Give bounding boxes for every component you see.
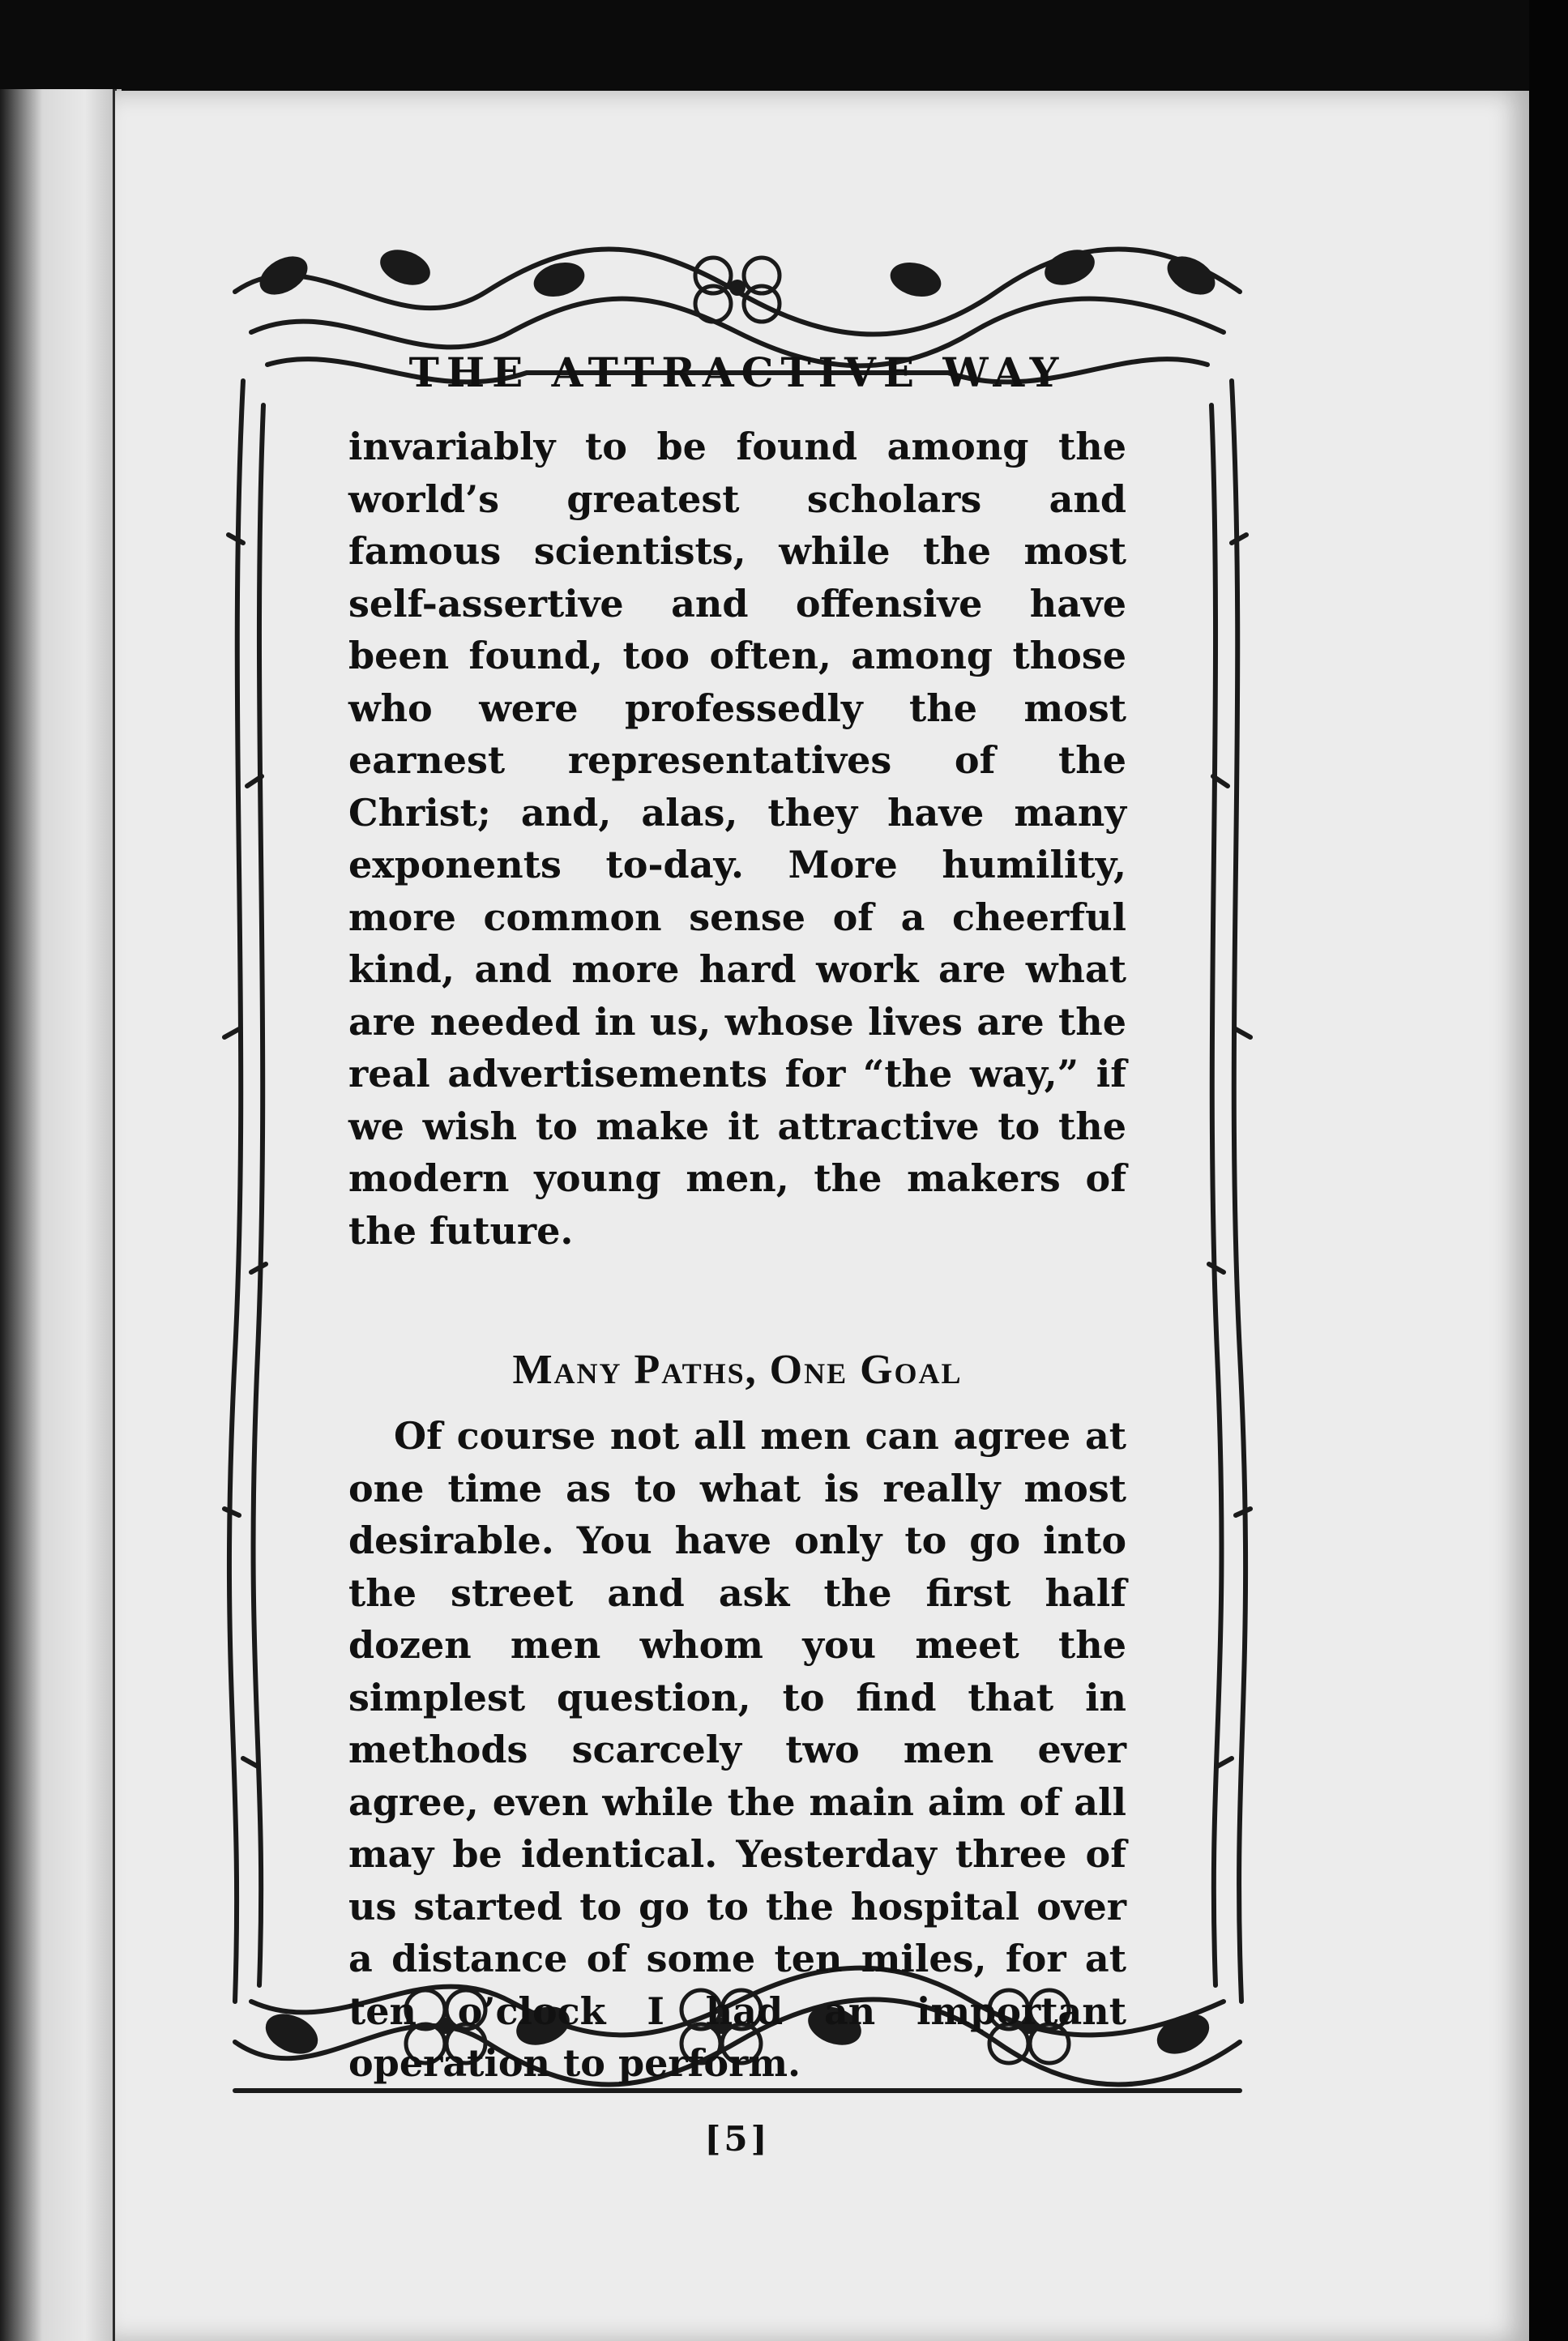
section-heading: Many Paths, One Goal [512, 1347, 963, 1393]
text-block [348, 348, 1126, 2159]
paragraph-continued: invariably to be found among the world’s greatest scholars and famous scientists, while the most self-assertive and offensive have been found, too often, among those who were professedly the most earnest representatives of the Christ; and, alas, they have many exponents to-day. More humility, more common sense of a cheerful kind, and more hard work are what are needed in us, whose lives are the real advertisements for “the way,” if we wish to make it attractive to the modern young men, the makers of the future. [348, 425, 1126, 1253]
paragraph-body: Of course not all men can agree at one time as to what is really most desirable. You have only to go into the street and ask the first half dozen men whom you meet the simplest question, to find that in methods scarcely two men ever agree, even while the main aim of all may be identical. Yesterday three of us started to go to the hospital over a distance of some ten miles, for at ten o’clock I had an important operation to perform. [348, 1414, 1126, 2085]
running-head: THE ATTRACTIVE WAY [408, 348, 1066, 396]
scan-shadow [1529, 0, 1568, 2341]
facing-page-edge [0, 89, 122, 2341]
page-number: [5] [704, 2118, 771, 2159]
